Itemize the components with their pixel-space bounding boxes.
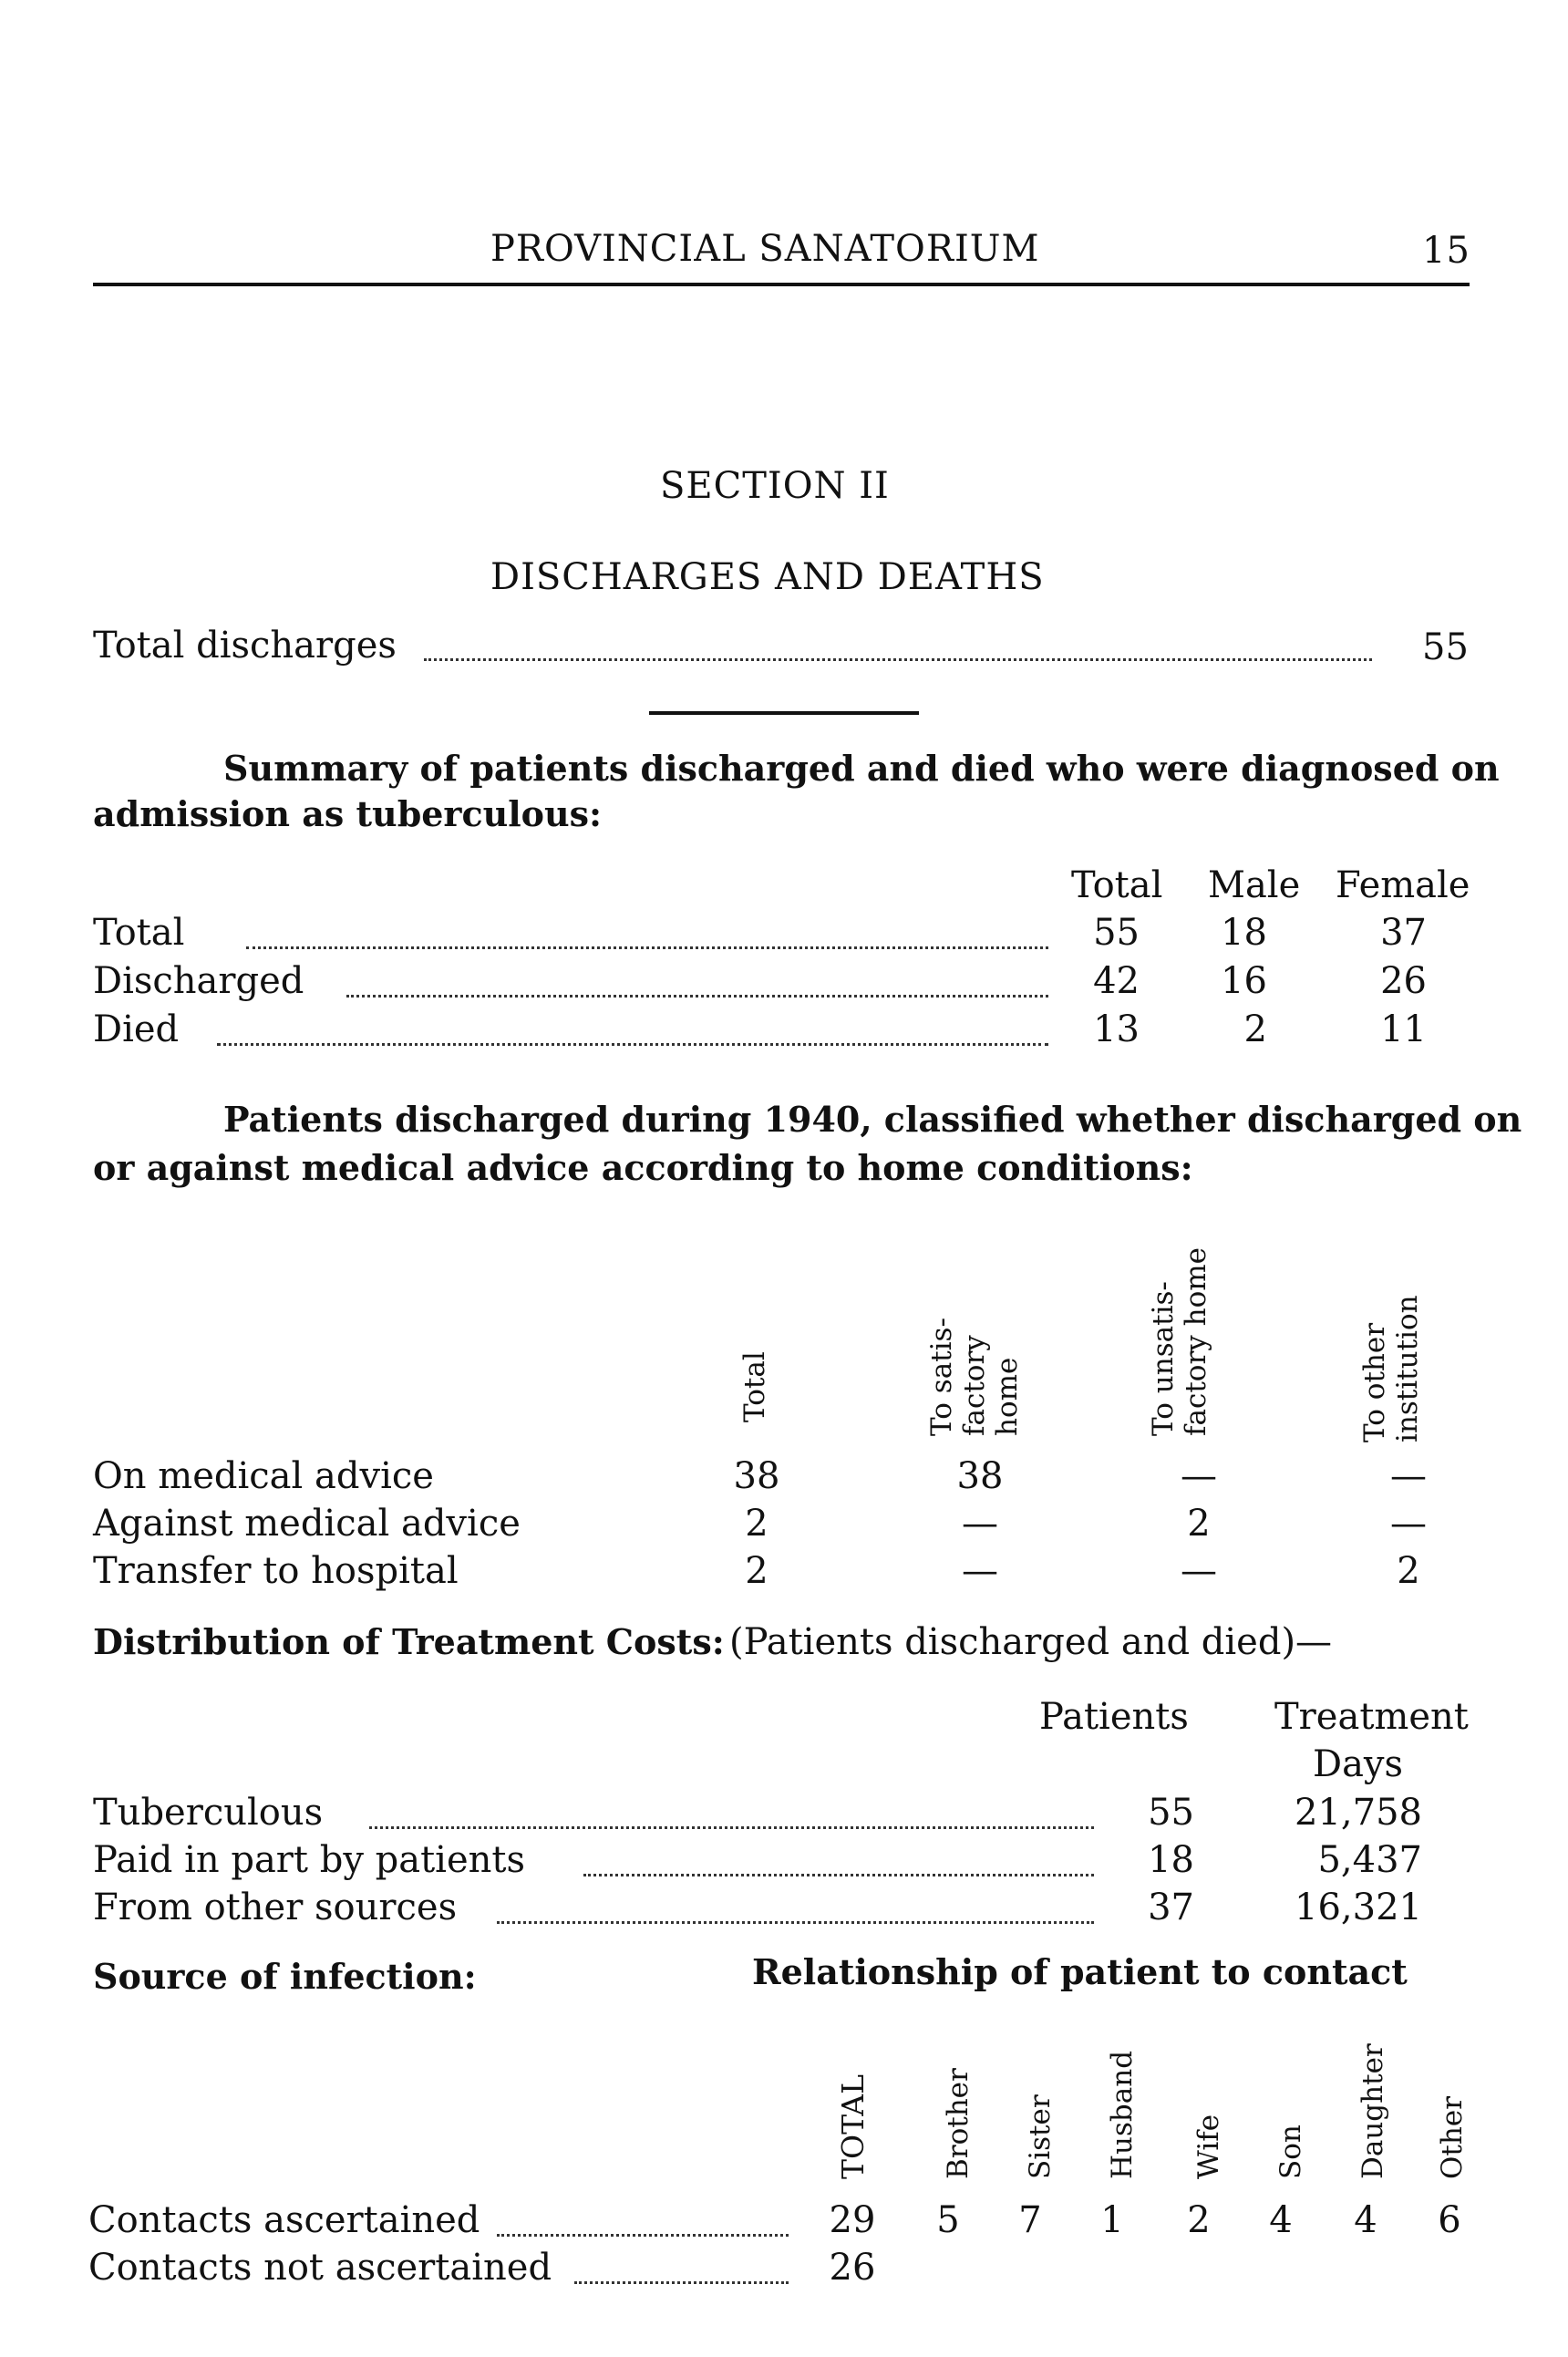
discharged-cell: — <box>1181 1455 1217 1497</box>
discharged-cell: 38 <box>956 1455 1004 1497</box>
column-header-line: To satis- <box>925 1318 958 1436</box>
infection-row-label: Contacts not ascertained <box>88 2247 552 2289</box>
costs-patients-cell: 37 <box>1148 1887 1194 1928</box>
page-number: 15 <box>1422 230 1470 272</box>
infection-col-son: Son <box>1274 2124 1307 2179</box>
summary-col-total: Total <box>1071 864 1163 906</box>
infection-cell: 2 <box>1187 2199 1211 2241</box>
summary-caption-line1: Summary of patients discharged and died who were diagnosed on <box>223 748 1500 789</box>
discharged-caption-line1: Patients discharged during 1940, classified whether discharged on <box>223 1099 1522 1140</box>
summary-row-label: Discharged <box>93 960 304 1002</box>
discharged-col-satisfactory <box>925 1318 1024 1436</box>
discharged-caption-line2: or against medical advice according to home conditions: <box>93 1147 1193 1188</box>
discharged-cell: 38 <box>733 1455 780 1497</box>
summary-row-label: Total <box>93 912 185 954</box>
infection-cell: 6 <box>1438 2199 1461 2241</box>
total-discharges-label: Total discharges <box>93 625 397 667</box>
summary-cell: 11 <box>1380 1008 1427 1050</box>
leader-dots <box>369 1826 1094 1829</box>
discharged-cell: 2 <box>745 1503 769 1545</box>
infection-cell: 4 <box>1269 2199 1293 2241</box>
section-title: DISCHARGES AND DEATHS <box>490 556 1045 598</box>
leader-dots <box>217 1043 1048 1046</box>
column-header-line: home <box>991 1357 1024 1436</box>
infection-col-brother: Brother <box>942 2068 975 2179</box>
infection-cell: 7 <box>1018 2199 1042 2241</box>
costs-col-days-line1: Treatment <box>1274 1696 1469 1738</box>
discharged-cell: 2 <box>745 1550 769 1592</box>
discharged-row-label: On medical advice <box>93 1455 434 1497</box>
infection-col-sister: Sister <box>1024 2094 1057 2179</box>
costs-patients-cell: 55 <box>1148 1792 1194 1834</box>
summary-cell: 2 <box>1243 1008 1267 1050</box>
leader-dots <box>583 1874 1094 1876</box>
discharged-col-institution <box>1358 1295 1424 1442</box>
infection-col-wife: Wife <box>1192 2114 1225 2179</box>
discharged-col-unsatisfactory <box>1147 1247 1212 1436</box>
column-header-line: factory <box>958 1335 991 1436</box>
discharged-cell: 2 <box>1187 1503 1211 1545</box>
leader-dots <box>574 2281 789 2284</box>
summary-caption-line2: admission as tuberculous: <box>93 793 603 834</box>
leader-dots <box>497 1921 1094 1924</box>
short-divider <box>649 711 919 715</box>
leader-dots <box>424 658 1372 661</box>
running-header: PROVINCIAL SANATORIUM <box>490 228 1040 270</box>
costs-patients-cell: 18 <box>1148 1839 1194 1881</box>
summary-cell: 13 <box>1093 1008 1140 1050</box>
infection-cell: 1 <box>1100 2199 1124 2241</box>
total-discharges-value: 55 <box>1422 626 1469 668</box>
leader-dots <box>346 995 1048 998</box>
summary-row-label: Died <box>93 1008 180 1050</box>
discharged-cell: — <box>962 1550 998 1592</box>
costs-caption-rest: (Patients discharged and died)— <box>729 1621 1333 1663</box>
section-number: SECTION II <box>660 465 890 507</box>
leader-dots <box>497 2234 789 2237</box>
infection-col-other: Other <box>1436 2095 1469 2179</box>
relationship-title: Relationship of patient to contact <box>752 1951 1408 1992</box>
costs-days-cell: 21,758 <box>1295 1792 1422 1834</box>
infection-cell: 29 <box>829 2199 876 2241</box>
summary-cell: 16 <box>1221 960 1267 1002</box>
infection-cell: 5 <box>936 2199 960 2241</box>
costs-row-label: Paid in part by patients <box>93 1839 525 1881</box>
header-rule <box>93 283 1470 286</box>
costs-row-label: Tuberculous <box>93 1792 324 1834</box>
discharged-cell: — <box>1181 1550 1217 1592</box>
infection-col-daughter: Daughter <box>1357 2043 1389 2179</box>
infection-col-husband: Husband <box>1106 2050 1139 2179</box>
infection-cell: 4 <box>1354 2199 1377 2241</box>
leader-dots <box>246 946 1048 949</box>
infection-col-total: TOTAL <box>835 2073 871 2179</box>
costs-caption-bold: Distribution of Treatment Costs: <box>93 1621 725 1662</box>
column-header-line: factory home <box>1180 1247 1212 1436</box>
summary-cell: 18 <box>1221 912 1267 954</box>
costs-col-days-line2: Days <box>1313 1743 1404 1785</box>
summary-col-female: Female <box>1336 864 1470 906</box>
summary-cell: 26 <box>1380 960 1427 1002</box>
discharged-cell: 2 <box>1397 1550 1420 1592</box>
discharged-cell: — <box>1390 1455 1427 1497</box>
costs-row-label: From other sources <box>93 1887 458 1928</box>
summary-cell: 55 <box>1093 912 1140 954</box>
infection-cell: 26 <box>829 2247 876 2289</box>
discharged-col-total <box>738 1351 771 1422</box>
discharged-row-label: Transfer to hospital <box>93 1550 459 1592</box>
summary-cell: 42 <box>1093 960 1140 1002</box>
costs-days-cell: 5,437 <box>1317 1839 1422 1881</box>
column-header-line: To unsatis- <box>1147 1281 1180 1436</box>
column-header-line: To other <box>1358 1322 1391 1442</box>
summary-cell: 37 <box>1380 912 1427 954</box>
costs-days-cell: 16,321 <box>1295 1887 1422 1928</box>
infection-row-label: Contacts ascertained <box>88 2199 480 2241</box>
costs-col-patients: Patients <box>1039 1696 1189 1738</box>
discharged-cell: — <box>1390 1503 1427 1545</box>
infection-title: Source of infection: <box>93 1956 477 1997</box>
summary-col-male: Male <box>1208 864 1301 906</box>
column-header-line: institution <box>1391 1295 1424 1442</box>
discharged-row-label: Against medical advice <box>93 1503 521 1545</box>
discharged-cell: — <box>962 1503 998 1545</box>
column-header-line: Total <box>738 1351 771 1422</box>
